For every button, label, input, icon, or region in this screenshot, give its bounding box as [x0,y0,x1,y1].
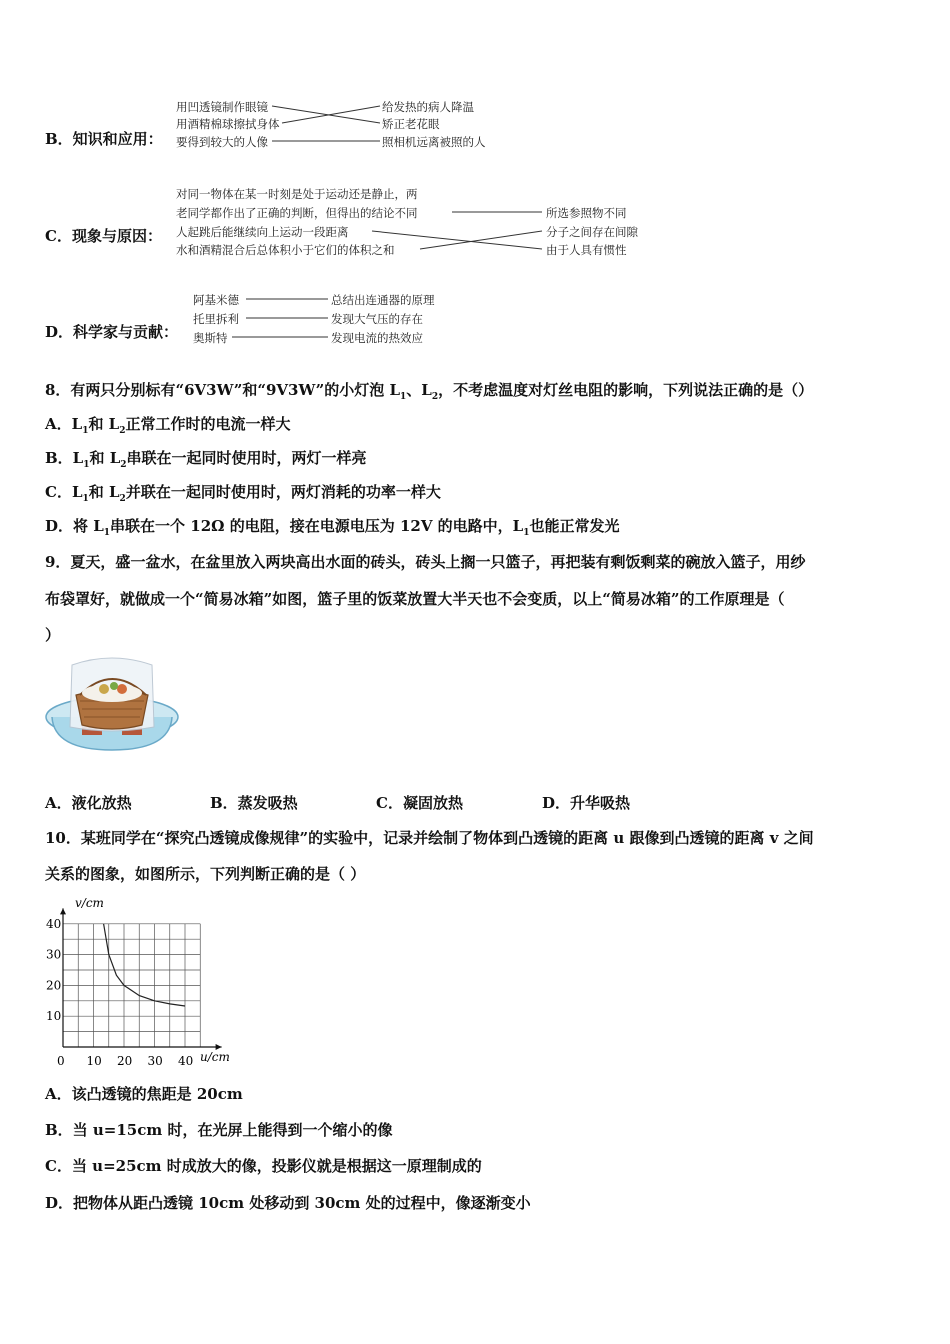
question-8-stem: 8．有两只分别标有“6V3W”和“9V3W”的小灯泡 $L_1$、$L_2$，不考虑温度对灯丝电阻的影响，下列说法正确的是（） [45,381,814,402]
y-tick-label: 30 [46,947,62,962]
q7c-left-3: 人起跳后能继续向上运动一段距离 [176,225,349,239]
q7c-left-2: 老同学都作出了正确的判断，但得出的结论不同 [176,206,418,220]
q7b-left-1: 用凹透镜制作眼镜 [176,100,268,114]
q10-option-b[interactable]: B．当 u=15cm 时，在光屏上能得到一个缩小的像 [45,1121,393,1139]
q7b-right-2: 矫正老花眼 [382,117,440,131]
q9-option-a[interactable]: A．液化放热 [45,794,132,812]
q8-option-a[interactable]: A．$L_1$和 $L_2$正常工作时的电流一样大 [45,415,291,436]
x-tick-label: 20 [117,1054,133,1068]
q7c-right-1: 所选参照物不同 [546,206,627,220]
chart-ylabel: v/cm [75,896,104,910]
q7d-right-1: 总结出连通器的原理 [331,293,435,307]
x-tick-label: 30 [147,1054,163,1068]
q7c-right-3: 由于人具有惯性 [546,243,627,257]
q7b-right-3: 照相机远离被照的人 [382,135,486,149]
chart-axis-arrows [60,908,222,1050]
q7d-left-3: 奥斯特 [193,331,228,345]
q7d-right-2: 发现大气压的存在 [331,312,423,326]
chart-axis-lines [63,908,222,1047]
x-tick-label: 0 [57,1054,65,1068]
q8-option-c[interactable]: C．$L_1$和 $L_2$并联在一起同时使用时，两灯消耗的功率一样大 [45,483,441,504]
q10-option-d[interactable]: D．把物体从距凸透镜 10cm 处移动到 30cm 处的过程中，像逐渐变小 [45,1194,531,1212]
q8-option-b[interactable]: B．$L_1$和 $L_2$串联在一起同时使用时，两灯一样亮 [45,449,367,470]
q7c-left-4: 水和酒精混合后总体积小于它们的体积之和 [176,243,395,257]
q7c-right-2: 分子之间存在间隙 [546,225,638,239]
q8-option-d[interactable]: D．将 $L_1$串联在一个 12Ω 的电阻，接在电源电压为 12V 的电路中，$L_1$也能正常发光 [45,517,620,538]
q7d-right-3: 发现电流的热效应 [331,331,423,345]
uv-graph [40,895,240,1070]
y-tick-label: 40 [46,916,62,931]
y-tick-label: 10 [46,1009,62,1024]
q7d-left-1: 阿基米德 [193,293,239,307]
question-9-line-1: 9．夏天，盛一盆水，在盆里放入两块高出水面的砖头，砖头上搁一只篮子，再把装有剩饭剩菜的碗放入篮子，用纱 [45,553,806,571]
q7b-left-3: 要得到较大的人像 [176,135,268,149]
question-9-line-3: ） [45,626,61,644]
chart-xlabel: u/cm [200,1050,230,1064]
q9-option-d[interactable]: D．升华吸热 [542,794,631,812]
q7-option-b-label: B．知识和应用： [45,130,163,148]
q7d-connector-lines [0,0,950,350]
q7c-left-1: 对同一物体在某一时刻是处于运动还是静止，两 [176,187,418,201]
y-tick-label: 20 [46,978,62,993]
chart-series-curve [104,924,185,1006]
question-9-line-2: 布袋罩好，就做成一个“简易冰箱”如图，篮子里的饭菜放置大半天也不会变质，以上“简易冰箱”的工作原理是（ [45,590,785,608]
simple-fridge-illustration [44,655,184,760]
chart-axes [60,908,222,1050]
q9-option-b[interactable]: B．蒸发吸热 [210,794,298,812]
x-tick-label: 40 [178,1054,194,1068]
chart-grid [63,924,200,1047]
q7-option-c-label: C．现象与原因： [45,227,162,245]
q7b-right-1: 给发热的病人降温 [382,100,474,114]
q10-option-a[interactable]: A．该凸透镜的焦距是 20cm [45,1085,243,1103]
q7d-left-2: 托里拆利 [193,312,239,326]
q7-option-d-label: D．科学家与贡献： [45,323,179,341]
x-tick-label: 10 [86,1054,102,1068]
question-10-line-1: 10．某班同学在“探究凸透镜成像规律”的实验中，记录并绘制了物体到凸透镜的距离 u 跟像到凸透镜的距离 v 之间 [45,829,814,847]
q9-option-c[interactable]: C．凝固放热 [376,794,463,812]
q7b-left-2: 用酒精棉球擦拭身体 [176,117,280,131]
question-10-line-2: 关系的图象，如图所示，下列判断正确的是（ ） [45,865,366,883]
q10-option-c[interactable]: C．当 u=25cm 时成放大的像，投影仪就是根据这一原理制成的 [45,1157,482,1175]
